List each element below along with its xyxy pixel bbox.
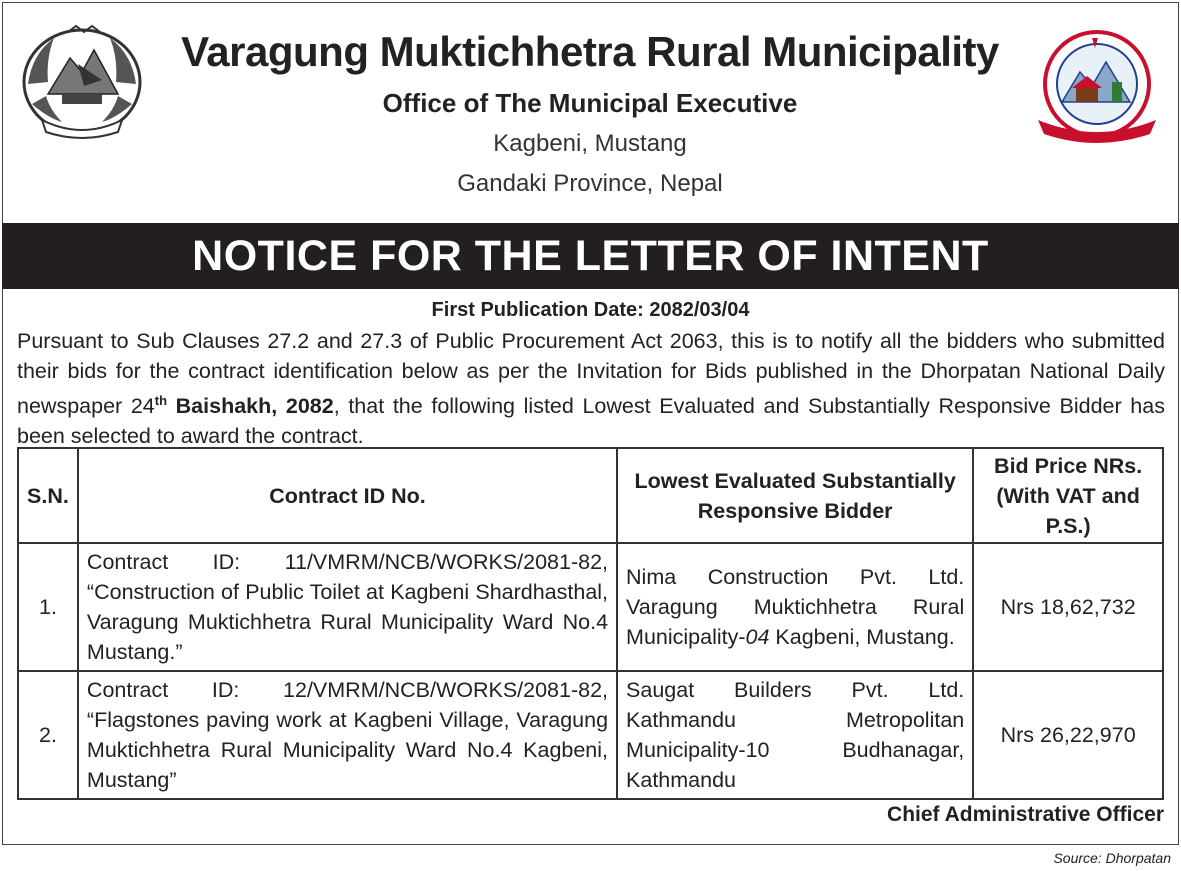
table-row xyxy=(18,671,1163,799)
date-superscript: th xyxy=(154,393,168,408)
source-credit: Source: Dhorpatan xyxy=(1053,850,1171,866)
municipality-title: Varagung Muktichhetra Rural Municipality xyxy=(181,28,999,75)
row-bidder: Saugat Builders Pvt. Ltd. Kathmandu Metropolitan Municipality-10 Budhanagar, Kathmandu xyxy=(617,671,973,799)
notice-paragraph xyxy=(17,326,1165,451)
row-contract-id: Contract ID: 11/VMRM/NCB/WORKS/2081-82, “Construction of Public Toilet at Kagbeni Shardhasthal, Varagung Muktichhetra Rural Municipality Ward No.4 Mustang.” xyxy=(78,543,617,671)
paragraph-bold-date: Baishakh, 2082 xyxy=(175,394,334,419)
location-line-1: Kagbeni, Mustang xyxy=(493,130,687,157)
signatory-title: Chief Administrative Officer xyxy=(887,803,1164,826)
contracts-table xyxy=(17,447,1164,800)
row-bid-price: Nrs 26,22,970 xyxy=(973,671,1163,799)
bidder-name-a: Nima Construction Pvt. Ltd. Varagung Muktichhetra Rural Municipality- xyxy=(626,565,965,649)
paragraph-part-1: Pursuant to Sub Clauses 27.2 and 27.3 of Public Procurement Act 2063, this is to notify all the bidders who submitted their bids for the contract identification below as per the Invitation for Bids published in the Dhorpatan National Daily newspaper 24 xyxy=(17,329,1165,419)
header-bidder: Lowest Evaluated Substantially Responsive Bidder xyxy=(617,448,973,543)
table-row xyxy=(18,543,1163,671)
paragraph-part-2: , that the following listed Lowest Evaluated and Substantially Responsive Bidder has been selected to award the contract. xyxy=(17,394,1165,449)
row-sn: 1. xyxy=(18,543,78,671)
bidder-name-b: Kagbeni, Mustang. xyxy=(769,625,955,649)
nepal-emblem-icon xyxy=(18,24,146,142)
publication-date: First Publication Date: 2082/03/04 xyxy=(431,299,750,321)
header-contract-id: Contract ID No. xyxy=(78,448,617,543)
bidder-ward-number: 04 xyxy=(745,625,770,649)
municipality-logo-icon xyxy=(1030,28,1164,146)
header-sn: S.N. xyxy=(18,448,78,543)
location-line-2: Gandaki Province, Nepal xyxy=(457,170,723,197)
header-bid-price: Bid Price NRs. (With VAT and P.S.) xyxy=(973,448,1163,543)
office-subtitle: Office of The Municipal Executive xyxy=(382,88,798,118)
table-header-row xyxy=(18,448,1163,543)
row-bid-price: Nrs 18,62,732 xyxy=(973,543,1163,671)
row-contract-id: Contract ID: 12/VMRM/NCB/WORKS/2081-82, “Flagstones paving work at Kagbeni Village, Varagung Muktichhetra Rural Municipality Ward No.4 Kagbeni, Mustang” xyxy=(78,671,617,799)
row-sn: 2. xyxy=(18,671,78,799)
row-bidder xyxy=(617,543,973,671)
notice-banner: NOTICE FOR THE LETTER OF INTENT xyxy=(2,223,1179,289)
